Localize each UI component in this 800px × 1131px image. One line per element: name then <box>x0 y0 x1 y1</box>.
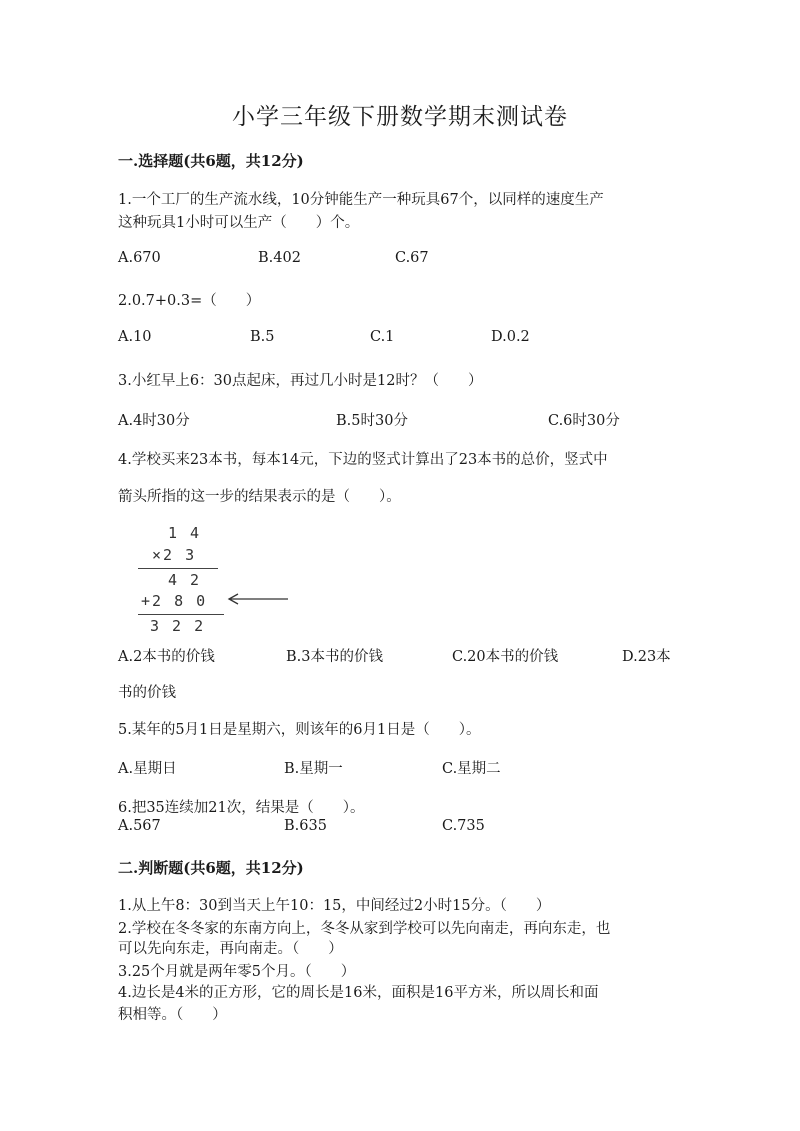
q2-option-c[interactable]: C.1 <box>370 329 395 345</box>
q4-option-d[interactable]: D.23本 <box>622 649 671 665</box>
q1-option-c[interactable]: C.67 <box>395 250 429 266</box>
q3-option-c[interactable]: C.6时30分 <box>548 413 620 429</box>
arrow-left-icon <box>226 591 290 607</box>
q4-line-2: 箭头所指的这一步的结果表示的是（ ）。 <box>118 489 401 505</box>
section-2-header: 二.判断题(共6题，共12分) <box>118 859 304 877</box>
judge-item-4-cont: 积相等。（ ） <box>118 1007 227 1023</box>
q1-line-2: 这种玩具1小时可以生产（ ）个。 <box>118 215 360 231</box>
q4-option-b[interactable]: B.3本书的价钱 <box>286 649 383 665</box>
q6-option-c[interactable]: C.735 <box>442 818 485 834</box>
page-title: 小学三年级下册数学期末测试卷 <box>232 104 568 130</box>
section-1-header: 一.选择题(共6题，共12分) <box>118 152 304 170</box>
q2-option-a[interactable]: A.10 <box>118 329 152 345</box>
judge-item-3: 3.25个月就是两年零5个月。（ ） <box>118 964 356 980</box>
q1-line-1: 1.一个工厂的生产流水线，10分钟能生产一种玩具67个，以同样的速度生产 <box>118 192 604 208</box>
q2-text: 2.0.7+0.3=（ ） <box>118 293 261 309</box>
q4-option-d-wrap: 书的价钱 <box>118 685 176 701</box>
q6-text: 6.把35连续加21次，结果是（ ）。 <box>118 800 365 816</box>
q6-option-a[interactable]: A.567 <box>118 818 161 834</box>
judge-item-4: 4.边长是4米的正方形，它的周长是16米，面积是16平方米，所以周长和面 <box>118 985 599 1001</box>
q2-option-b[interactable]: B.5 <box>250 329 275 345</box>
q1-option-a[interactable]: A.670 <box>118 250 161 266</box>
q3-text: 3.小红早上6：30点起床，再过几小时是12时？（ ） <box>118 373 483 389</box>
calc-divider-2 <box>138 614 224 615</box>
q2-option-d[interactable]: D.0.2 <box>491 329 530 345</box>
q4-option-a[interactable]: A.2本书的价钱 <box>118 649 215 665</box>
calc-row-5: 3 2 2 <box>150 617 206 635</box>
calc-divider-1 <box>138 568 218 569</box>
q3-option-a[interactable]: A.4时30分 <box>118 413 190 429</box>
judge-item-2-cont: 可以先向东走，再向南走。（ ） <box>118 941 343 957</box>
q5-option-a[interactable]: A.星期日 <box>118 761 177 777</box>
q4-line-1: 4.学校买来23本书，每本14元，下边的竖式计算出了23本书的总价，竖式中 <box>118 452 608 468</box>
calc-row-2: ×2 3 <box>152 546 197 564</box>
q5-option-c[interactable]: C.星期二 <box>442 761 501 777</box>
judge-item-1: 1.从上午8：30到当天上午10：15，中间经过2小时15分。（ ） <box>118 898 551 914</box>
q3-option-b[interactable]: B.5时30分 <box>336 413 408 429</box>
q1-option-b[interactable]: B.402 <box>258 250 301 266</box>
q5-text: 5.某年的5月1日是星期六，则该年的6月1日是（ ）。 <box>118 722 481 738</box>
q6-option-b[interactable]: B.635 <box>284 818 327 834</box>
calc-row-3: 4 2 <box>168 571 202 589</box>
q5-option-b[interactable]: B.星期一 <box>284 761 343 777</box>
q4-option-c[interactable]: C.20本书的价钱 <box>452 649 559 665</box>
calc-row-4: +2 8 0 <box>141 592 208 610</box>
calc-row-1: 1 4 <box>168 524 202 542</box>
judge-item-2: 2.学校在冬冬家的东南方向上，冬冬从家到学校可以先向南走，再向东走，也 <box>118 921 611 937</box>
